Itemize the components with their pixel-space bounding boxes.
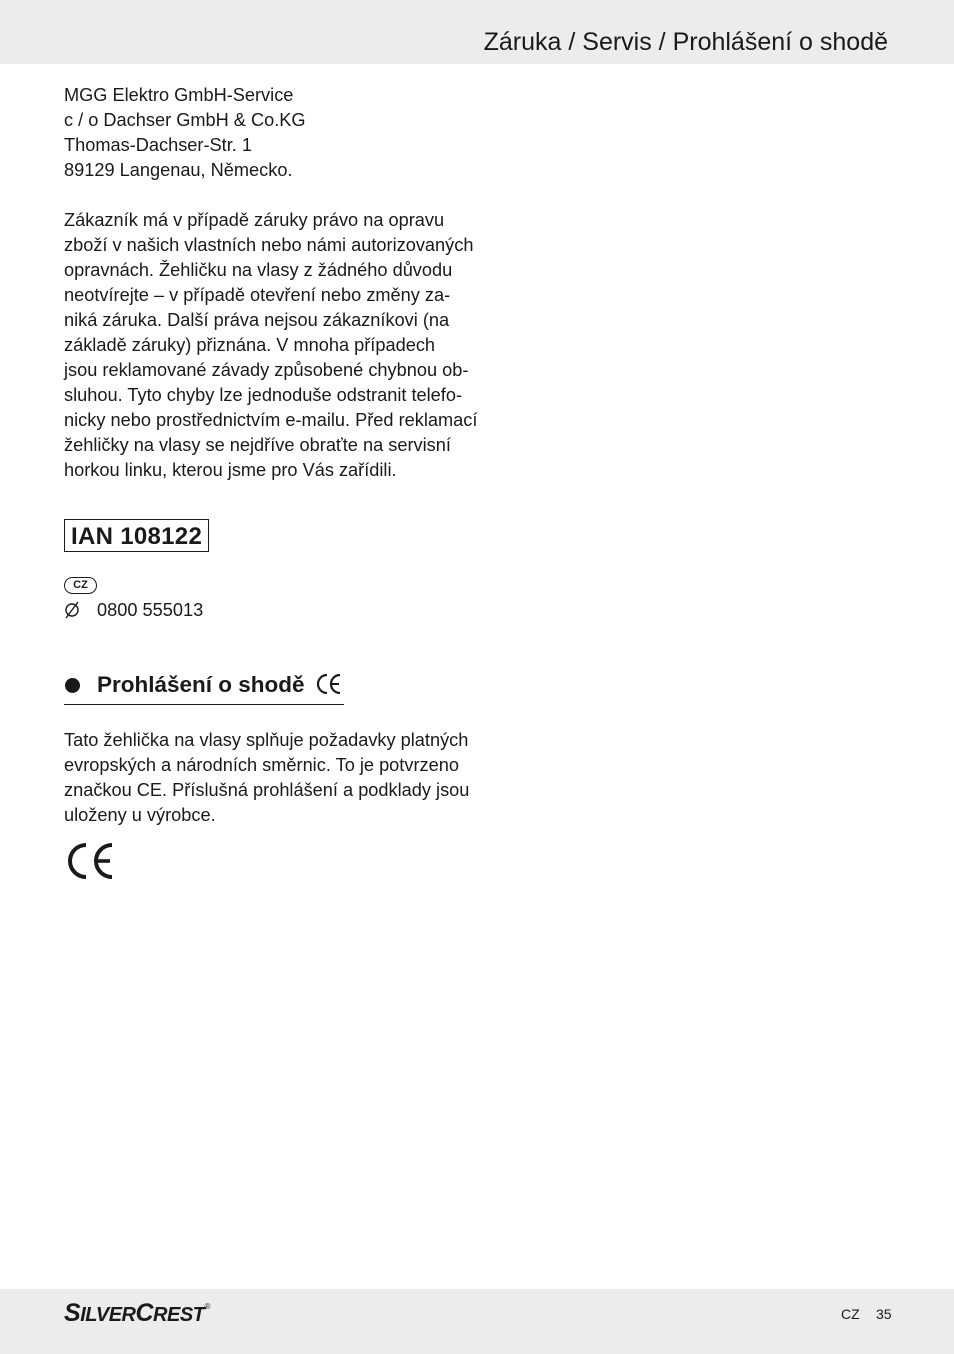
page-title: Záruka / Servis / Prohlášení o shodě bbox=[483, 28, 888, 56]
text-line: značkou CE. Příslušná prohlášení a podklady jsou bbox=[64, 780, 470, 800]
service-address bbox=[64, 83, 464, 183]
address-line: c / o Dachser GmbH & Co.KG bbox=[64, 110, 306, 130]
conformity-heading-text: Prohlášení o shodě bbox=[97, 672, 305, 697]
conformity-paragraph bbox=[64, 728, 470, 828]
text-line: sluhou. Tyto chyby lze jednoduše odstranit telefo- bbox=[64, 385, 463, 405]
text-line: horkou linku, kterou jsme pro Vás zařídili. bbox=[64, 460, 397, 480]
text-line: nicky nebo prostřednictvím e-mailu. Před reklamací bbox=[64, 410, 478, 430]
ian-number-box: IAN 108122 bbox=[64, 519, 209, 552]
phone-number: 0800 555013 bbox=[97, 600, 204, 620]
bullet-icon bbox=[65, 678, 80, 693]
conformity-heading bbox=[64, 670, 344, 705]
text-line: niká záruka. Další práva nejsou zákazníkovi (na bbox=[64, 310, 450, 330]
ce-mark-icon bbox=[316, 673, 342, 702]
page-number: 35 bbox=[876, 1306, 892, 1322]
ce-mark-icon bbox=[64, 842, 464, 887]
text-line: uloženy u výrobce. bbox=[64, 805, 216, 825]
phone-row bbox=[64, 596, 464, 624]
text-line: žehličky na vlasy se nejdříve obraťte na servisní bbox=[64, 435, 451, 455]
address-line: Thomas-Dachser-Str. 1 bbox=[64, 135, 252, 155]
phone-icon bbox=[64, 596, 80, 628]
address-line: 89129 Langenau, Německo. bbox=[64, 160, 293, 180]
text-line: jsou reklamované závady způsobené chybnou ob- bbox=[64, 360, 469, 380]
country-code-badge: CZ bbox=[64, 577, 97, 594]
main-column bbox=[64, 83, 478, 887]
text-line: zboží v našich vlastních nebo námi autorizovaných bbox=[64, 235, 474, 255]
text-line: opravnách. Žehličku na vlasy z žádného důvodu bbox=[64, 260, 453, 280]
footer-language: CZ bbox=[841, 1306, 860, 1322]
text-line: Zákazník má v případě záruky právo na opravu bbox=[64, 210, 445, 230]
warranty-paragraph bbox=[64, 208, 478, 483]
text-line: Tato žehlička na vlasy splňuje požadavky platných bbox=[64, 730, 469, 750]
brand-logo: SILVERCREST® bbox=[64, 1299, 210, 1327]
text-line: neotvírejte – v případě otevření nebo změny za- bbox=[64, 285, 451, 305]
text-line: evropských a národních směrnic. To je potvrzeno bbox=[64, 755, 459, 775]
country-row bbox=[64, 574, 464, 596]
text-line: základě záruky) přiznána. V mnoha případech bbox=[64, 335, 436, 355]
address-line: MGG Elektro GmbH-Service bbox=[64, 85, 294, 105]
